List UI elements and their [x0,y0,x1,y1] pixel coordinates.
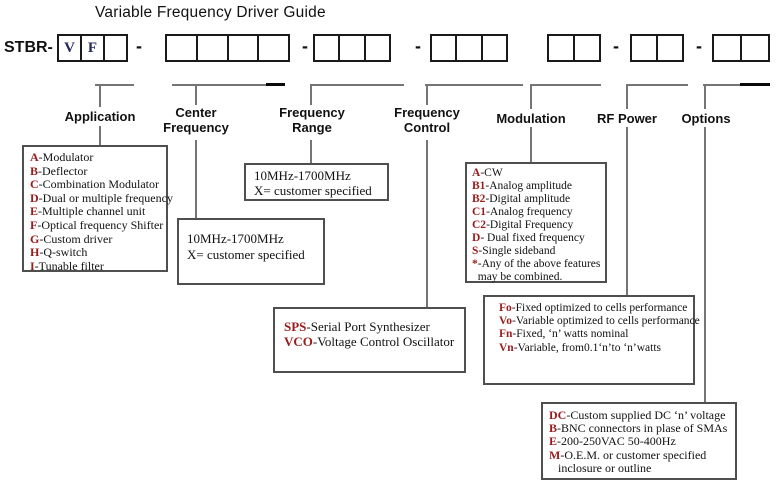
connector-line [195,84,197,105]
box-text-line: X= customer specified [254,183,372,198]
part-number-group-frequency-control [430,34,508,62]
option-text: -Serial Port Synthesizer [306,319,430,334]
connector-line [310,84,312,105]
part-number-cell [227,36,258,60]
connector-line [626,127,628,295]
option-text: -Analog amplitude [485,180,572,192]
box-text-line: 10MHz-1700MHz [187,231,284,246]
part-number-dash: - [613,36,619,56]
label-line: Modulation [496,111,566,126]
option-item [30,246,166,260]
part-number-cell [573,36,599,60]
option-code: B1 [472,180,486,192]
label-line: Range [292,120,332,135]
option-code: SPS [284,319,307,334]
option-code: Vo [499,315,512,328]
option-text: -Q-switch [39,245,88,260]
part-number-cell [432,36,455,60]
part-number-cell [257,36,288,60]
option-text: -Modulator [38,150,94,164]
option-code: I [30,258,35,273]
category-label-frequency-range [252,105,372,135]
option-code: B [30,163,39,178]
connector-line [627,84,688,86]
option-code: F [30,217,38,232]
option-code: Fn [499,328,513,341]
option-code: * [472,258,478,270]
option-item [499,342,693,355]
part-number-group-frequency-range [313,34,391,62]
part-number-dash: - [415,36,421,56]
part-number-dash: - [136,36,142,56]
option-text: -Deflector [38,163,88,178]
option-item [472,167,605,180]
option-text: -Optical frequency Shifter [37,217,164,232]
option-item [472,219,605,232]
page-title: Variable Frequency Driver Guide [95,4,326,21]
connector-line [426,84,428,105]
category-label-options [646,111,766,126]
part-number-dash: - [302,36,308,56]
part-number-cell [364,36,389,60]
option-code: M [549,447,561,462]
connector-line [704,84,706,109]
option-text: -Custom supplied DC ‘n’ voltage [566,408,726,422]
part-number-cell [714,36,740,60]
option-code: VCO [284,334,313,349]
option-code: Vn [499,341,514,354]
option-item [30,190,173,206]
option-text: -Voltage Control Oscillator [312,334,455,349]
option-code: DC [549,408,567,422]
option-item [549,462,735,475]
option-text: -Single sideband [478,245,556,257]
part-number-group-center-frequency [165,34,290,62]
frequency-control-box [273,307,466,373]
option-code: C2 [472,219,487,231]
connector-line [626,84,628,109]
connector-line [195,140,197,218]
part-number-cell [103,36,126,60]
option-item [472,206,605,219]
option-text: inclosure or outline [549,460,652,475]
connector-line [311,84,404,86]
option-item [472,193,605,206]
option-item [30,260,166,274]
option-text: -Custom driver [39,231,113,246]
option-code: C1 [472,206,487,218]
category-label-frequency-control [367,105,487,135]
part-number-group-rf-power [630,34,684,62]
option-text: -Variable optimized to cells performance [512,315,700,328]
connector-line [99,126,101,145]
cell-value: V [64,39,75,56]
part-number-cell [455,36,480,60]
option-text: -Multiple channel unit [38,204,146,219]
options-box [541,402,737,480]
option-item [472,245,605,258]
label-line: Center [175,105,217,120]
option-code: D [472,232,481,244]
option-text: -Analog frequency [486,206,573,218]
option-text: -Any of the above features [477,258,601,270]
connector-line [426,140,428,307]
connector-line [425,84,523,86]
option-item [30,205,166,219]
option-item [30,151,166,165]
connector-line [531,84,601,86]
label-line: Frequency [279,105,345,120]
application-options-box [22,145,173,273]
connector-line [310,140,312,163]
option-text: -BNC connectors in plase of SMAs [557,421,728,436]
option-text: -Dual or multiple frequency [38,190,173,205]
part-number-cell [338,36,363,60]
part-number-cell [632,36,656,60]
label-line: Application [64,109,136,124]
option-text: -200-250VAC 50-400Hz [557,434,676,449]
option-code: A [472,167,481,179]
part-number-cell [549,36,573,60]
option-text: -O.E.M. or customer specified [560,447,707,462]
connector-line [704,127,706,402]
label-line: RF Power [597,111,657,126]
option-code: B [549,421,558,436]
option-item [30,178,166,192]
option-text: may be combined. [472,271,563,283]
part-number-cell [656,36,682,60]
option-text: -Fixed optimized to cells performance [511,302,688,314]
option-item [472,271,605,284]
option-item [472,232,605,245]
option-item [499,328,693,341]
label-line: Frequency [163,120,229,135]
category-label-center-frequency [136,105,256,135]
label-line: Frequency [394,105,460,120]
option-text: -Variable, from0.1‘n’to ‘n’watts [513,341,662,354]
connector-line [266,83,285,86]
option-code: S [472,245,479,257]
part-number-group-modulation [547,34,601,62]
option-item [30,165,166,179]
option-code: B2 [472,193,486,205]
part-number-cell [59,36,80,60]
cell-value: F [87,39,98,56]
option-code: A [30,150,39,164]
option-code: C [30,177,39,192]
option-code: G [30,231,40,246]
option-text: -Combination Modulator [38,177,159,192]
option-text: -CW [480,167,503,179]
part-number-cell [315,36,338,60]
box-text-line: 10MHz-1700MHz [254,168,351,183]
part-number-cell [80,36,103,60]
part-number-group-application [57,34,128,62]
option-item [472,180,605,193]
part-number-cell [481,36,506,60]
option-item [30,233,166,247]
connector-line [530,127,532,162]
part-number-dash: - [696,36,702,56]
option-item [284,334,464,349]
option-code: E [30,204,39,219]
frequency-range-box [244,163,389,201]
option-item [499,302,693,315]
option-item [472,258,605,271]
modulation-options-box [465,162,607,283]
option-item [30,219,166,233]
part-number-cell [196,36,227,60]
option-code: D [30,190,39,205]
option-text: - Dual fixed frequency [480,232,585,244]
part-number-prefix: STBR- [4,39,53,56]
option-code: H [30,245,40,260]
option-text: -Fixed, ‘n’ watts nominal [512,328,629,341]
rf-power-options-box [483,295,700,385]
part-number-cell [740,36,768,60]
center-frequency-box [177,218,325,285]
option-text: -Digital amplitude [485,193,571,205]
label-line: Options [681,111,731,126]
option-code: Fo [499,302,512,314]
part-number-group-options [712,34,770,62]
connector-line [740,83,770,86]
box-text-line: X= customer specified [187,246,305,262]
option-item [284,319,464,334]
connector-line [530,84,532,109]
part-number-cell [167,36,196,60]
option-code: E [549,434,558,449]
option-item [499,315,700,328]
option-text: -Tunable filter [34,258,104,273]
option-text: -Digital Frequency [486,219,574,231]
connector-line [99,84,101,107]
label-line: Control [403,120,451,135]
